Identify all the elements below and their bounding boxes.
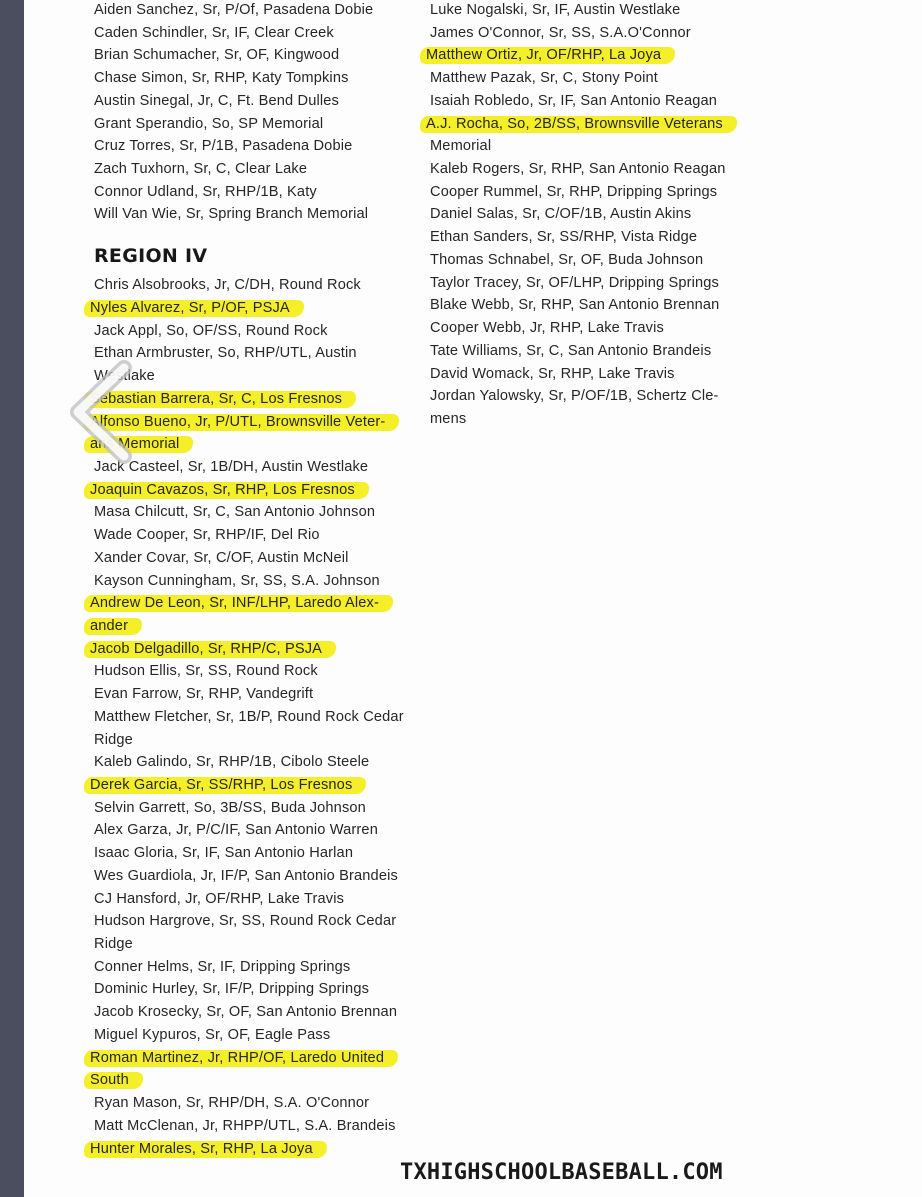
- roster-text: Selvin Garrett, So, 3B/SS, Buda Johnson: [94, 799, 366, 816]
- roster-text: Ridge: [94, 731, 133, 748]
- roster-text: Jordan Yalowsky, Sr, P/OF/1B, Schertz Cle-: [430, 388, 719, 405]
- roster-text: Austin Sinegal, Jr, C, Ft. Bend Dulles: [94, 92, 339, 109]
- highlighted-roster-text: Andrew De Leon, Sr, INF/LHP, Laredo Alex-: [84, 595, 393, 611]
- roster-entry: [430, 22, 760, 45]
- roster-text: Wes Guardiola, Jr, IF/P, San Antonio Brandeis: [94, 867, 398, 884]
- roster-text: Kaleb Galindo, Sr, RHP/1B, Cibolo Steele: [94, 754, 370, 771]
- roster-text: Grant Sperandio, So, SP Memorial: [94, 115, 324, 132]
- roster-entry: [94, 524, 419, 547]
- roster-text: Isaac Gloria, Sr, IF, San Antonio Harlan: [94, 845, 354, 862]
- roster-entry: [94, 888, 419, 911]
- roster-entry: [430, 90, 760, 113]
- roster-text: Brian Schumacher, Sr, OF, Kingwood: [94, 47, 340, 64]
- roster-entry: [94, 113, 419, 136]
- roster-entry: [94, 181, 419, 204]
- roster-entry: [90, 1138, 419, 1161]
- roster-entry: [430, 181, 760, 204]
- roster-text: Ethan Sanders, Sr, SS/RHP, Vista Ridge: [430, 229, 698, 246]
- roster-text: Chase Simon, Sr, RHP, Katy Tompkins: [94, 70, 349, 87]
- roster-text: David Womack, Sr, RHP, Lake Travis: [430, 365, 675, 382]
- roster-text: Luke Nogalski, Sr, IF, Austin Westlake: [430, 2, 681, 18]
- roster-text: Kayson Cunningham, Sr, SS, S.A. Johnson: [94, 572, 380, 589]
- left-column: [90, 0, 419, 1160]
- roster-entry: [94, 956, 419, 979]
- roster-text: Hudson Hargrove, Sr, SS, Round Rock Cedar: [94, 913, 397, 930]
- roster-entry: [94, 729, 419, 752]
- roster-text: Miguel Kypuros, Sr, OF, Eagle Pass: [94, 1026, 331, 1043]
- roster-entry: [94, 135, 419, 158]
- roster-entry: [94, 1024, 419, 1047]
- roster-text: Alex Garza, Jr, P/C/IF, San Antonio Warren: [94, 822, 378, 839]
- roster-text: Chris Alsobrooks, Jr, C/DH, Round Rock: [94, 277, 361, 294]
- roster-text: Matthew Fletcher, Sr, 1B/P, Round Rock Cedar: [94, 708, 404, 725]
- roster-text: CJ Hansford, Jr, OF/RHP, Lake Travis: [94, 890, 345, 907]
- roster-text: Tate Williams, Sr, C, San Antonio Brandeis: [430, 342, 712, 359]
- roster-entry: [94, 44, 419, 67]
- roster-text: Isaiah Robledo, Sr, IF, San Antonio Reagan: [430, 92, 718, 109]
- highlighted-roster-text: Alfonso Bueno, Jr, P/UTL, Brownsville Veter-: [84, 414, 399, 430]
- roster-text: Jack Casteel, Sr, 1B/DH, Austin Westlake: [94, 458, 369, 475]
- roster-entry: [94, 1115, 419, 1138]
- highlighted-roster-text: Jacob Delgadillo, Sr, RHP/C, PSJA: [84, 641, 336, 657]
- highlighted-roster-text: Hunter Morales, Sr, RHP, La Joya: [84, 1141, 327, 1157]
- roster-entry: [430, 135, 760, 158]
- roster-text: Ethan Armbruster, So, RHP/UTL, Austin: [94, 345, 357, 362]
- roster-entry: [94, 501, 419, 524]
- roster-text: Cruz Torres, Sr, P/1B, Pasadena Dobie: [94, 138, 353, 155]
- roster-entry: [430, 385, 760, 408]
- roster-entry: [94, 1001, 419, 1024]
- highlighted-roster-text: A.J. Rocha, So, 2B/SS, Brownsville Veterans: [420, 116, 737, 132]
- roster-entry: [430, 67, 760, 90]
- roster-text: Connor Udland, Sr, RHP/1B, Katy: [94, 183, 317, 200]
- roster-text: Ryan Mason, Sr, RHP/DH, S.A. O'Connor: [94, 1095, 370, 1112]
- roster-entry: [90, 1047, 419, 1070]
- roster-entry: [94, 0, 419, 22]
- roster-text: Conner Helms, Sr, IF, Dripping Springs: [94, 958, 351, 975]
- roster-text: Masa Chilcutt, Sr, C, San Antonio Johnson: [94, 504, 376, 521]
- roster-entry: [94, 320, 419, 343]
- region-heading: REGION IV: [94, 245, 208, 268]
- roster-entry: [94, 67, 419, 90]
- roster-entry: [430, 226, 760, 249]
- roster-text: Cooper Rummel, Sr, RHP, Dripping Springs: [430, 183, 718, 200]
- roster-text: Cooper Webb, Jr, RHP, Lake Travis: [430, 320, 664, 337]
- roster-text: Matt McClenan, Jr, RHPP/UTL, S.A. Brandeis: [94, 1117, 396, 1134]
- roster-text: James O'Connor, Sr, SS, S.A.O'Connor: [430, 24, 691, 41]
- roster-entry: [90, 774, 419, 797]
- left-edge-bar: [0, 0, 24, 1197]
- roster-entry: [90, 592, 419, 615]
- roster-entry: [430, 363, 760, 386]
- roster-text: Thomas Schnabel, Sr, OF, Buda Johnson: [430, 251, 704, 268]
- highlighted-roster-text: Nyles Alvarez, Sr, P/OF, PSJA: [84, 300, 304, 316]
- highlighted-roster-text: ans Memorial: [84, 436, 193, 452]
- roster-text: Caden Schindler, Sr, IF, Clear Creek: [94, 24, 334, 41]
- roster-entry: [430, 317, 760, 340]
- chevron-left-icon[interactable]: [62, 356, 162, 468]
- highlighted-roster-text: South: [84, 1072, 143, 1088]
- roster-entry: [94, 933, 419, 956]
- highlighted-roster-text: ander: [84, 618, 142, 634]
- roster-entry: [94, 660, 419, 683]
- roster-entry: [90, 638, 419, 661]
- roster-entry: [430, 272, 760, 295]
- roster-text: Jack Appl, So, OF/SS, Round Rock: [94, 322, 328, 339]
- roster-text: Dominic Hurley, Sr, IF/P, Dripping Springs: [94, 981, 370, 998]
- roster-entry: [90, 615, 419, 638]
- roster-text: Zach Tuxhorn, Sr, C, Clear Lake: [94, 161, 308, 178]
- roster-entry: [90, 297, 419, 320]
- roster-entry: [430, 340, 760, 363]
- player-list-right: [426, 0, 760, 431]
- roster-entry: [426, 44, 760, 67]
- roster-entry: [90, 1069, 419, 1092]
- roster-text: Aiden Sanchez, Sr, P/Of, Pasadena Dobie: [94, 2, 374, 18]
- roster-entry: [94, 706, 419, 729]
- roster-entry: [94, 910, 419, 933]
- site-footer: TXHIGHSCHOOLBASEBALL.COM: [400, 1160, 723, 1185]
- highlighted-roster-text: Sebastian Barrera, Sr, C, Los Fresnos: [84, 391, 356, 407]
- roster-entry: [430, 408, 760, 431]
- roster-entry: [430, 203, 760, 226]
- roster-entry: [94, 274, 419, 297]
- roster-text: Daniel Salas, Sr, C/OF/1B, Austin Akins: [430, 206, 692, 223]
- roster-entry: [94, 751, 419, 774]
- right-column: [426, 0, 760, 431]
- roster-entry: [430, 0, 760, 22]
- roster-entry: [94, 683, 419, 706]
- roster-entry: [94, 203, 419, 226]
- roster-entry: [90, 479, 419, 502]
- roster-entry: [94, 797, 419, 820]
- roster-entry: [94, 570, 419, 593]
- roster-text: Memorial: [430, 138, 492, 155]
- roster-entry: [94, 978, 419, 1001]
- roster-text: Wade Cooper, Sr, RHP/IF, Del Rio: [94, 527, 320, 544]
- roster-entry: [430, 158, 760, 181]
- roster-text: Kaleb Rogers, Sr, RHP, San Antonio Reagan: [430, 161, 726, 178]
- roster-text: mens: [430, 410, 467, 427]
- roster-text: Ridge: [94, 936, 133, 953]
- roster-text: Will Van Wie, Sr, Spring Branch Memorial: [94, 206, 369, 223]
- roster-entry: [430, 249, 760, 272]
- player-list-top: [94, 0, 419, 226]
- roster-text: Taylor Tracey, Sr, OF/LHP, Dripping Springs: [430, 274, 719, 291]
- roster-text: Evan Farrow, Sr, RHP, Vandegrift: [94, 686, 314, 703]
- roster-entry: [430, 294, 760, 317]
- roster-text: Xander Covar, Sr, C/OF, Austin McNeil: [94, 549, 349, 566]
- roster-text: Hudson Ellis, Sr, SS, Round Rock: [94, 663, 318, 680]
- roster-text: Matthew Pazak, Sr, C, Stony Point: [430, 70, 659, 87]
- roster-entry: [94, 547, 419, 570]
- roster-text: Westlake: [94, 368, 155, 385]
- roster-entry: [94, 1092, 419, 1115]
- roster-entry: [94, 158, 419, 181]
- highlighted-roster-text: Derek Garcia, Sr, SS/RHP, Los Fresnos: [84, 777, 366, 793]
- highlighted-roster-text: Matthew Ortiz, Jr, OF/RHP, La Joya: [420, 47, 675, 63]
- roster-text: Blake Webb, Sr, RHP, San Antonio Brennan: [430, 297, 720, 314]
- roster-entry: [94, 819, 419, 842]
- roster-entry: [94, 865, 419, 888]
- highlighted-roster-text: Roman Martinez, Jr, RHP/OF, Laredo United: [84, 1050, 398, 1066]
- roster-entry: [94, 22, 419, 45]
- roster-entry: [94, 90, 419, 113]
- roster-entry: [426, 113, 760, 136]
- roster-entry: [94, 842, 419, 865]
- highlighted-roster-text: Joaquin Cavazos, Sr, RHP, Los Fresnos: [84, 482, 369, 498]
- roster-text: Jacob Krosecky, Sr, OF, San Antonio Brennan: [94, 1004, 398, 1021]
